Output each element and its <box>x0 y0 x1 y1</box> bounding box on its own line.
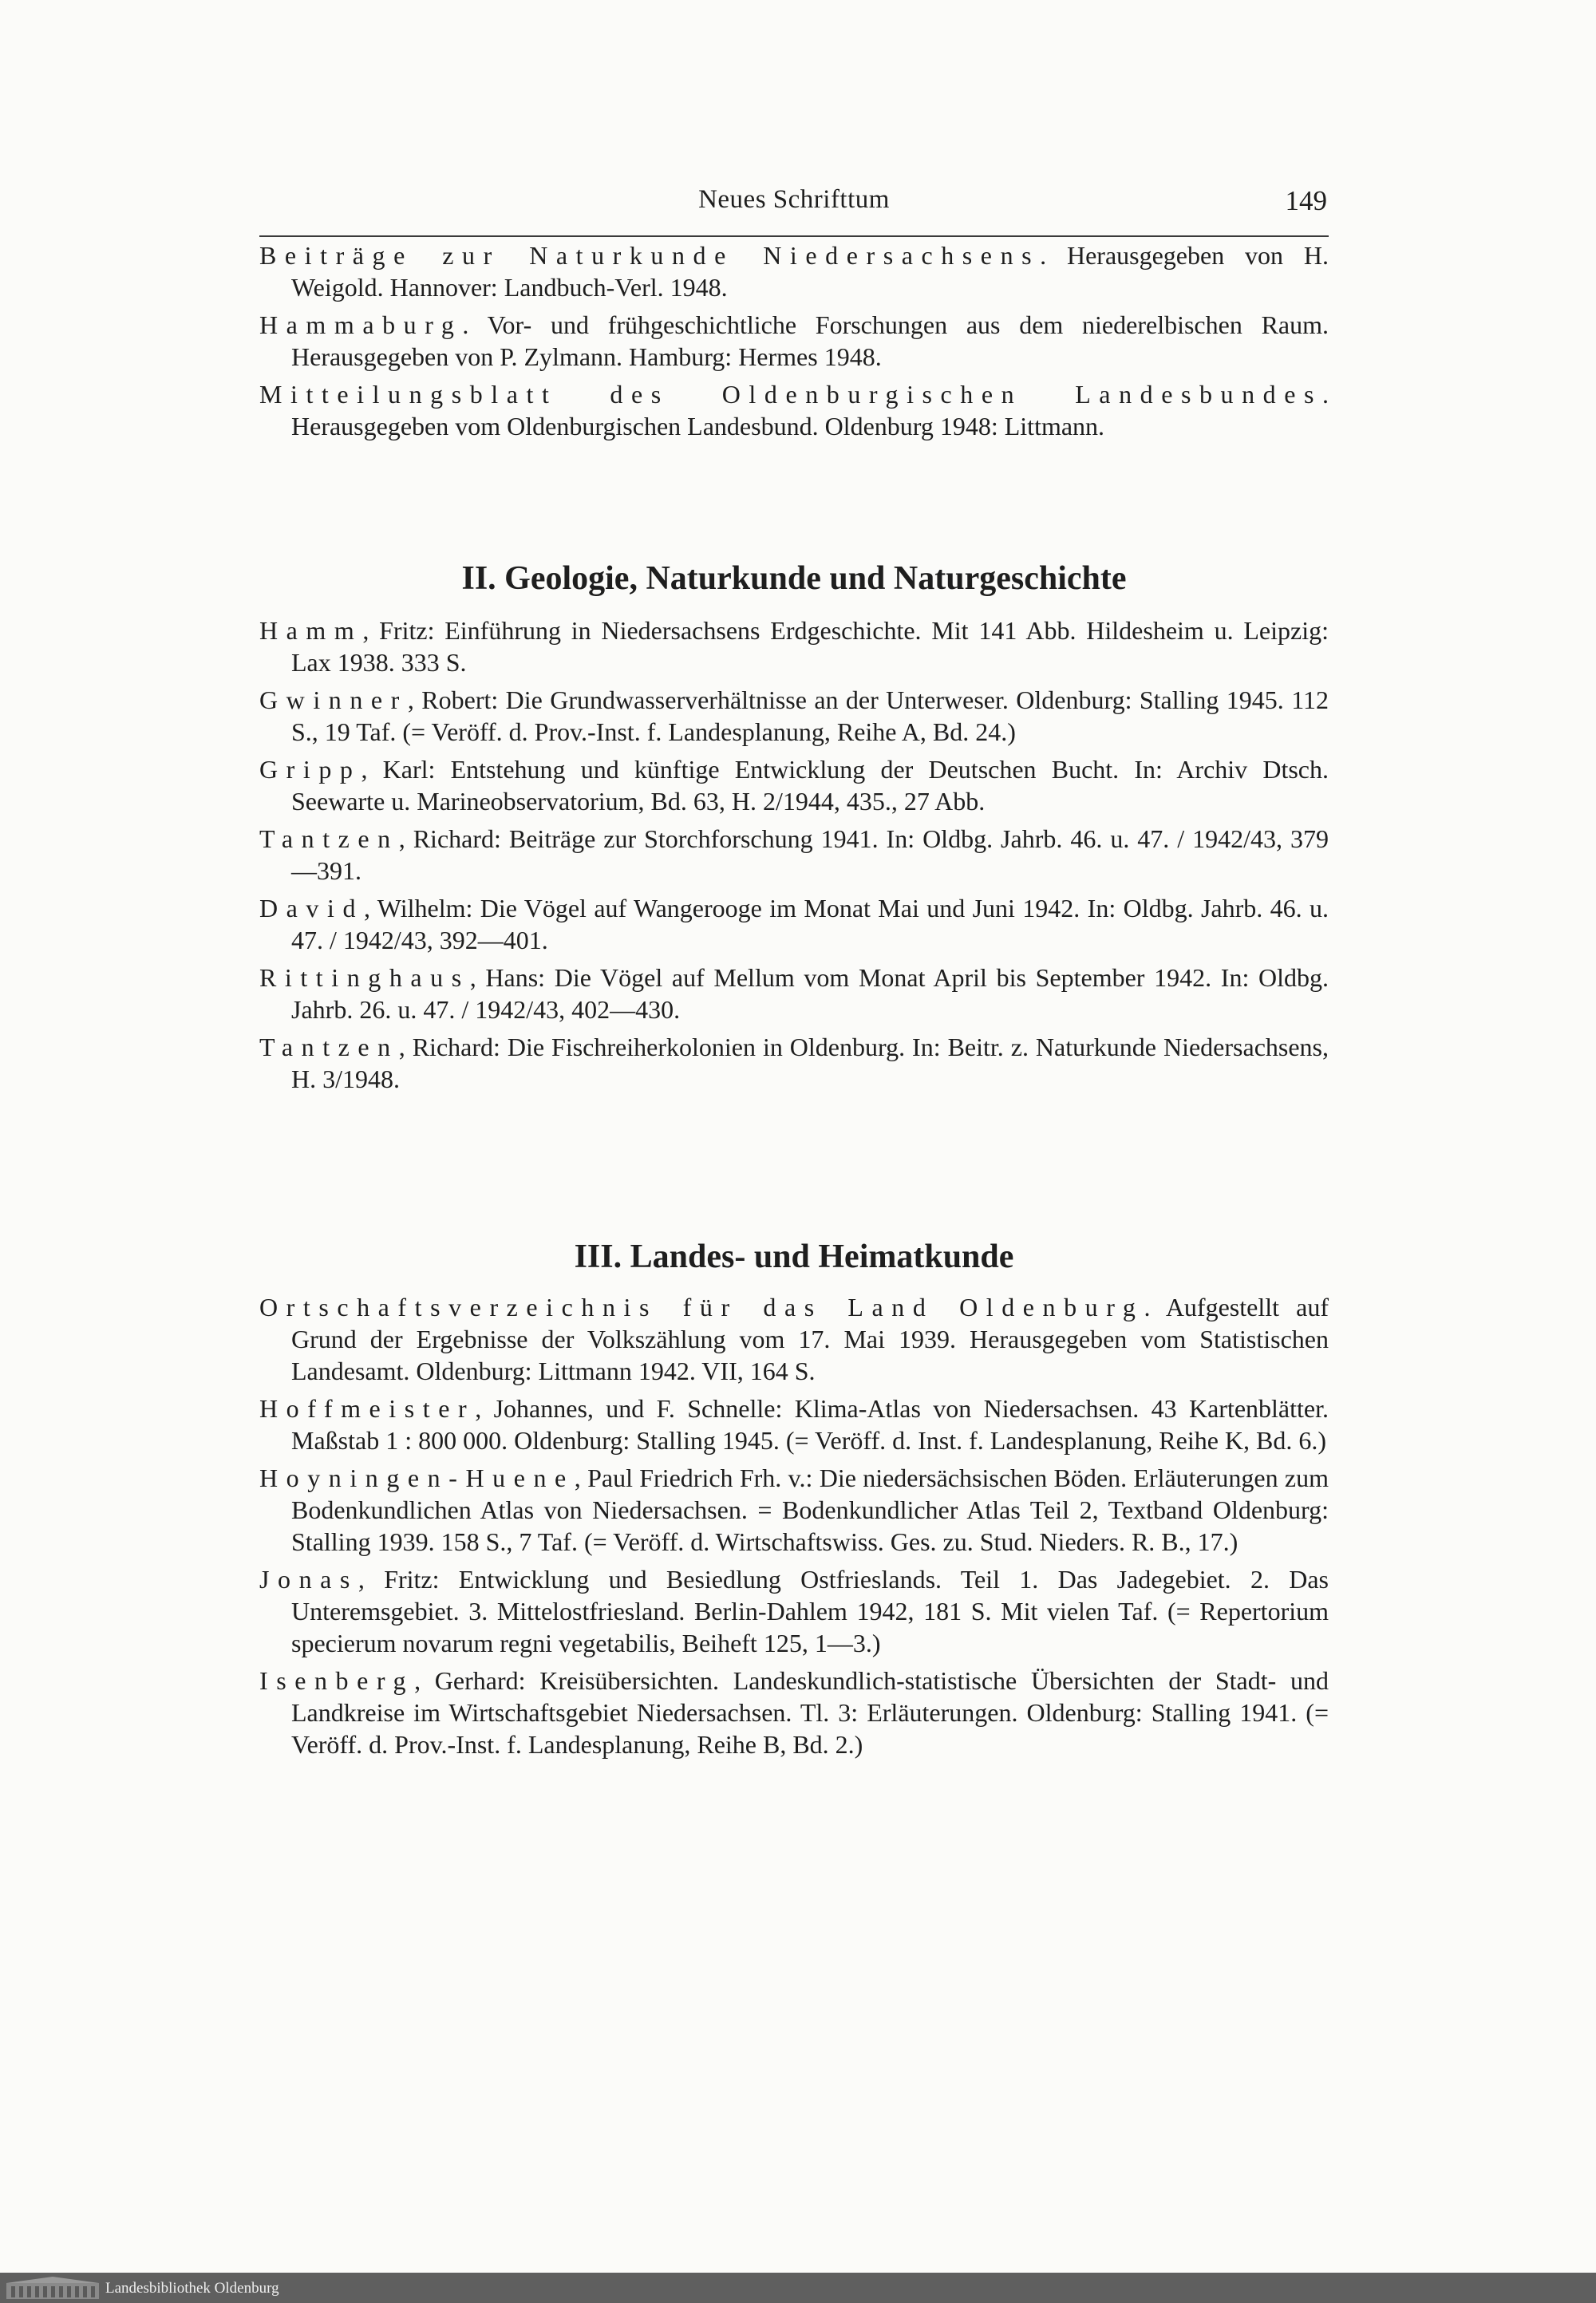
bibliography-entry <box>259 1392 1329 1456</box>
page-header <box>259 185 1329 227</box>
running-title: Neues Schrifttum <box>698 185 890 214</box>
page-number: 149 <box>1285 185 1327 216</box>
entry-author: Ortschaftsverzeichnis für das Land Oldenburg <box>259 1293 1144 1321</box>
entry-details: , Paul Friedrich Frh. v.: Die niedersächsischen Böden. Erläuterungen zum Bodenkundlichen Atlas von Niedersachsen. = Bodenkundlicher Atlas Teil 2, Textband Oldenburg: Stalling 1939. 158 S., 7 Taf. (= Veröff. d. Wirtschaftswiss. Ges. zu. Stud. Nieders. R. B., 17.) <box>291 1464 1329 1556</box>
entry-details: , Richard: Die Fischreiherkolonien in Oldenburg. In: Beitr. z. Naturkunde Niedersachsens, H. 3/1948. <box>291 1033 1329 1093</box>
bibliography-entry <box>259 684 1329 748</box>
library-footer <box>0 2273 1596 2303</box>
entry-details: , Wilhelm: Die Vögel auf Wangerooge im Monat Mai und Juni 1942. In: Oldbg. Jahrb. 46. u. 47. / 1942/43, 392—401. <box>291 894 1329 954</box>
entry-details: . Aufgestellt auf Grund der Ergebnisse der Volkszählung vom 17. Mai 1939. Herausgegeben vom Statistischen Landesamt. Oldenburg: Littmann 1942. VII, 164 S. <box>291 1293 1329 1385</box>
entry-details: , Karl: Entstehung und künftige Entwicklung der Deutschen Bucht. In: Archiv Dtsch. Seewarte u. Marineobservatorium, Bd. 63, H. 2/1944, 435., 27 Abb. <box>291 755 1329 816</box>
entry-details: . Herausgegeben vom Oldenburgischen Landesbund. Oldenburg 1948: Littmann. <box>291 380 1329 440</box>
entry-details: , Fritz: Einführung in Niedersachsens Erdgeschichte. Mit 141 Abb. Hildesheim u. Leipzig: Lax 1938. 333 S. <box>291 616 1329 677</box>
bibliography-entry <box>259 1462 1329 1558</box>
bibliography-entry <box>259 1563 1329 1659</box>
bibliography-entry <box>259 309 1329 373</box>
library-name: Landesbibliothek Oldenburg <box>105 2280 279 2297</box>
entry-details: , Johannes, und F. Schnelle: Klima-Atlas von Niedersachsen. 43 Kartenblätter. Maßstab 1 : 800 000. Oldenburg: Stalling 1945. (= Veröff. d. Inst. f. Landesplanung, Reihe K, Bd. 6.) <box>291 1394 1329 1455</box>
entry-details: . Herausgegeben von H. Weigold. Hannover: Landbuch-Verl. 1948. <box>291 241 1329 302</box>
entry-details: , Hans: Die Vögel auf Mellum vom Monat April bis September 1942. In: Oldbg. Jahrb. 26. u. 47. / 1942/43, 402—430. <box>291 963 1329 1024</box>
bibliography-entry <box>259 1665 1329 1760</box>
entry-details: . Vor- und frühgeschichtliche Forschungen aus dem niederelbischen Raum. Herausgegeben von P. Zylmann. Hamburg: Hermes 1948. <box>291 310 1329 371</box>
entry-details: , Robert: Die Grundwasserverhältnisse an der Unterweser. Oldenburg: Stalling 1945. 112 S., 19 Taf. (= Veröff. d. Prov.-Inst. f. Landesplanung, Reihe A, Bd. 24.) <box>291 685 1329 746</box>
entry-details: , Fritz: Entwicklung und Besiedlung Ostfrieslands. Teil 1. Das Jadegebiet. 2. Das Unteremsgebiet. 3. Mittelostfriesland. Berlin-Dahlem 1942, 181 S. Mit vielen Taf. (= Repertorium specierum novarum regni vegetabilis, Beiheft 125, 1—3.) <box>291 1565 1329 1657</box>
bibliography-entry <box>259 1291 1329 1387</box>
bibliography-entry <box>259 892 1329 956</box>
entry-author: Hamm <box>259 616 363 645</box>
geologie-list <box>259 614 1329 1100</box>
bibliography-entry <box>259 823 1329 887</box>
entry-author: Mitteilungsblatt des Oldenburgischen Landesbundes <box>259 380 1322 409</box>
entry-author: Isenberg <box>259 1666 415 1695</box>
bibliography-entry <box>259 962 1329 1025</box>
bibliography-entry <box>259 614 1329 678</box>
entry-author: Gripp <box>259 755 361 784</box>
bibliography-entry <box>259 1031 1329 1095</box>
bibliography-entry <box>259 753 1329 817</box>
entry-author: David <box>259 894 365 922</box>
bibliography-entry <box>259 378 1329 442</box>
bibliography-entry <box>259 239 1329 303</box>
header-rule <box>259 235 1329 237</box>
entry-author: Hoffmeister <box>259 1394 476 1423</box>
entry-author: Beiträge zur Naturkunde Niedersachsens <box>259 241 1041 270</box>
entry-author: Jonas <box>259 1565 358 1594</box>
entry-author: Hammaburg <box>259 310 463 339</box>
entry-author: Tantzen <box>259 824 399 853</box>
landeskunde-list <box>259 1291 1329 1766</box>
entry-author: Rittinghaus <box>259 963 470 992</box>
entry-details: , Richard: Beiträge zur Storchforschung 1941. In: Oldbg. Jahrb. 46. u. 47. / 1942/43, 379—391. <box>291 824 1329 885</box>
section-heading-geologie: II. Geologie, Naturkunde und Naturgeschichte <box>461 560 1127 597</box>
section-heading-landeskunde: III. Landes- und Heimatkunde <box>574 1238 1014 1275</box>
entry-author: Tantzen <box>259 1033 399 1061</box>
entry-details: , Gerhard: Kreisübersichten. Landeskundlich-statistische Übersichten der Stadt- und Landkreise im Wirtschaftsgebiet Niedersachsen. Tl. 3: Erläuterungen. Oldenburg: Stalling 1941. (= Veröff. d. Prov.-Inst. f. Landesplanung, Reihe B, Bd. 2.) <box>291 1666 1329 1759</box>
periodicals-list <box>259 239 1329 448</box>
library-building-icon <box>6 2277 99 2303</box>
entry-author: Gwinner <box>259 685 408 714</box>
entry-author: Hoyningen-Huene <box>259 1464 575 1492</box>
